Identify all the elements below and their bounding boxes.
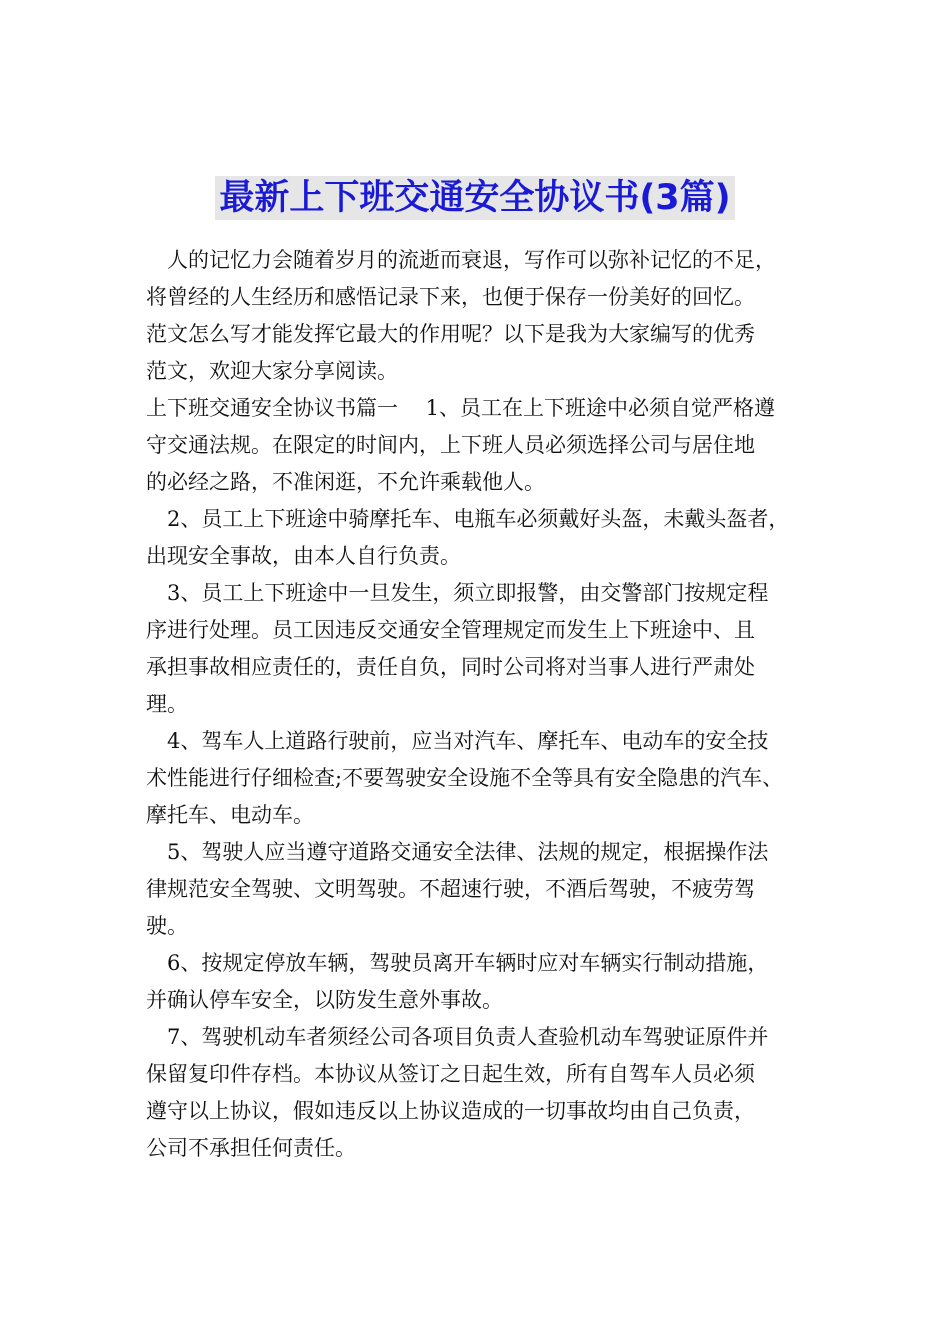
item-7	[146, 1019, 830, 1167]
document-body	[146, 242, 830, 1167]
item-line: 遵守以上协议，假如违反以上协议造成的一切事故均由自己负责，	[146, 1099, 755, 1123]
item-2	[146, 501, 830, 575]
item-line: 出现安全事故，由本人自行负责。	[146, 544, 461, 568]
section-line: 上下班交通安全协议书篇一 1、员工在上下班途中必须自觉严格遵	[146, 396, 776, 420]
section-paragraph	[146, 390, 830, 501]
section-line: 守交通法规。在限定的时间内，上下班人员必须选择公司与居住地	[146, 433, 755, 457]
item-line: 2、员工上下班途中骑摩托车、电瓶车必须戴好头盔，未戴头盔者，	[146, 507, 790, 531]
intro-paragraph	[146, 242, 830, 390]
document-title: 最新上下班交通安全协议书(3篇)	[215, 176, 734, 220]
item-4	[146, 723, 830, 834]
intro-line: 将曾经的人生经历和感悟记录下来，也便于保存一份美好的回忆。	[146, 285, 755, 309]
section-line: 的必经之路，不准闲逛，不允许乘载他人。	[146, 470, 545, 494]
intro-line: 范文，欢迎大家分享阅读。	[146, 359, 398, 383]
item-line: 承担事故相应责任的，责任自负，同时公司将对当事人进行严肃处	[146, 655, 755, 679]
item-line: 摩托车、电动车。	[146, 803, 314, 827]
item-line: 理。	[146, 692, 188, 716]
item-6	[146, 945, 830, 1019]
title-container	[0, 176, 950, 220]
item-line: 4、驾车人上道路行驶前，应当对汽车、摩托车、电动车的安全技	[146, 729, 769, 753]
item-line: 保留复印件存档。本协议从签订之日起生效，所有自驾车人员必须	[146, 1062, 755, 1086]
item-3	[146, 575, 830, 723]
item-line: 6、按规定停放车辆，驾驶员离开车辆时应对车辆实行制动措施，	[146, 951, 769, 975]
intro-line: 范文怎么写才能发挥它最大的作用呢？以下是我为大家编写的优秀	[146, 322, 755, 346]
item-line: 律规范安全驾驶、文明驾驶。不超速行驶，不酒后驾驶，不疲劳驾	[146, 877, 755, 901]
item-line: 7、驾驶机动车者须经公司各项目负责人查验机动车驾驶证原件并	[146, 1025, 769, 1049]
item-line: 驶。	[146, 914, 188, 938]
item-5	[146, 834, 830, 945]
item-line: 并确认停车安全，以防发生意外事故。	[146, 988, 503, 1012]
intro-line: 人的记忆力会随着岁月的流逝而衰退，写作可以弥补记忆的不足，	[146, 248, 776, 272]
item-line: 序进行处理。员工因违反交通安全管理规定而发生上下班途中、且	[146, 618, 755, 642]
item-line: 5、驾驶人应当遵守道路交通安全法律、法规的规定，根据操作法	[146, 840, 769, 864]
item-line: 3、员工上下班途中一旦发生，须立即报警，由交警部门按规定程	[146, 581, 769, 605]
item-line: 公司不承担任何责任。	[146, 1136, 356, 1160]
item-line: 术性能进行仔细检查;不要驾驶安全设施不全等具有安全隐患的汽车、	[146, 766, 784, 790]
